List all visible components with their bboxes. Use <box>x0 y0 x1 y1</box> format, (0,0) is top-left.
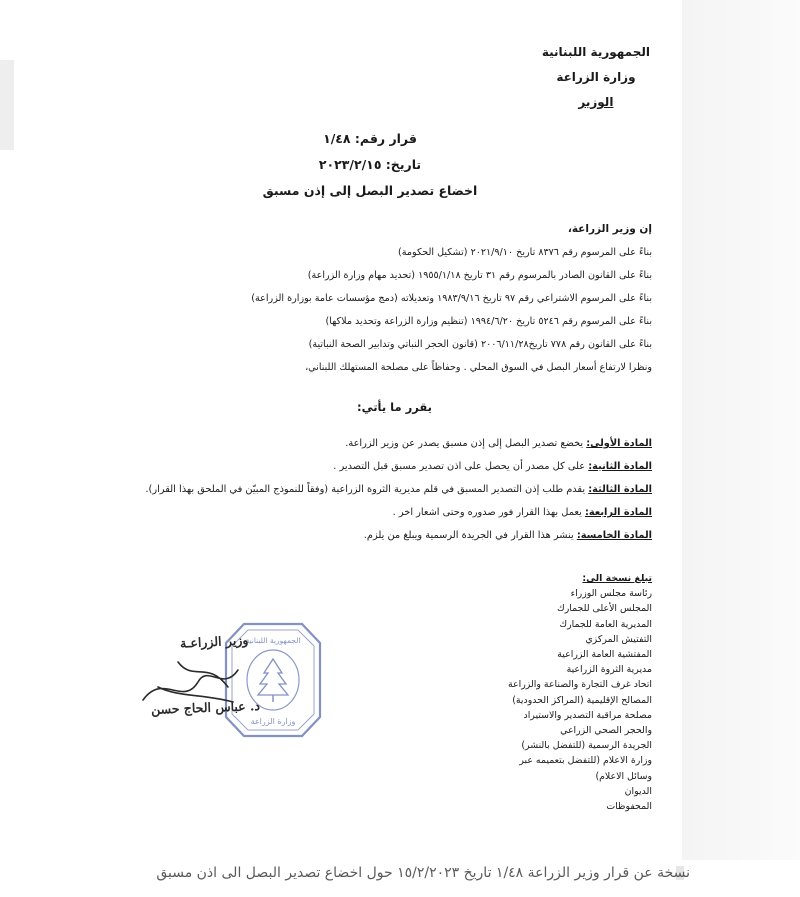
stamp-text-bottom: وزارة الزراعة <box>250 717 296 726</box>
preamble-line: بناءً على القانون رقم ٧٧٨ تاريخ٢٠٠٦/١١/٢٨ (قانون الحجر النباتي وتدابير الصحة النباتية) <box>308 339 652 350</box>
decision-number: قرار رقم: ١/٤٨ <box>323 131 417 146</box>
distribution-item: المجلس الأعلى للجمارك <box>557 603 652 615</box>
preamble-line: ونظرا لارتفاع أسعار البصل في السوق المحلي . وحفاظاً على مصلحة المستهلك اللبناني، <box>305 362 652 373</box>
signature-title: وزير الزراعـة <box>179 632 249 651</box>
distribution-item: المصالح الإقليمية (المراكز الحدودية) <box>512 694 652 706</box>
letterhead <box>542 40 650 115</box>
decision-heading <box>58 126 682 204</box>
article <box>52 432 652 455</box>
preamble-line: بناءً على المرسوم الاشتراعي رقم ٩٧ تاريخ ١٩٨٣/٩/١٦ وتعديلاته (دمج مؤسسات عامة بوزارة الزراعة) <box>251 293 652 304</box>
article-label: المادة الثالثة: <box>588 484 652 495</box>
minister-signature <box>108 630 268 740</box>
distribution-item: المحفوظات <box>606 801 652 813</box>
article-label: المادة الثانية: <box>588 461 652 472</box>
background-blur-left <box>0 60 14 150</box>
distribution-item: اتحاد غرف التجارة والصناعة والزراعة <box>508 679 652 691</box>
distribution-item: والحجر الصحي الزراعي <box>560 725 652 737</box>
distribution-item: المفتشية العامة الزراعية <box>557 649 652 661</box>
distribution-item: الديوان <box>624 785 652 797</box>
decides-heading: يقرر ما يأتي: <box>356 400 432 414</box>
article-label: المادة الخامسة: <box>576 530 652 541</box>
signature-name: د. عباس الحاج حسن <box>150 698 261 717</box>
image-caption: نسخة عن قرار وزير الزراعة ١/٤٨ تاريخ ١٥/٢/٢٠٢٣ حول اخضاع تصدير البصل الى اذن مسبق <box>156 865 690 881</box>
distribution-item: المديرية العامة للجمارك <box>559 618 652 630</box>
article <box>52 478 652 501</box>
distribution-item: مديرية الثروة الزراعية <box>566 664 652 676</box>
article-label: المادة الرابعة: <box>584 507 652 518</box>
article-text: يخضع تصدير البصل إلى إذن مسبق يصدر عن وزير الزراعة. <box>345 438 587 449</box>
distribution-list <box>412 571 652 814</box>
article-text: يقدم طلب إذن التصدير المسبق في قلم مديرية الثروة الزراعية (وفقاً للنموذج المبيّن في الملحق بهذا القرار). <box>145 484 589 495</box>
distribution-item: وسائل الاعلام) <box>595 770 652 782</box>
ministry-name: وزارة الزراعة <box>556 70 636 84</box>
republic-name: الجمهورية اللبنانية <box>541 45 650 59</box>
preamble-line: بناءً على القانون الصادر بالمرسوم رقم ٣١ تاريخ ١٩٥٥/١/١٨ (تحديد مهام وزارة الزراعة) <box>307 270 652 281</box>
decision-date: تاريخ: ٢٠٢٣/٢/١٥ <box>318 157 422 172</box>
article <box>52 455 652 478</box>
distribution-item: رئاسة مجلس الوزراء <box>570 588 652 600</box>
preamble-line: بناءً على المرسوم رقم ٨٣٧٦ تاريخ ٢٠٢١/٩/١٠ (تشكيل الحكومة) <box>397 247 652 258</box>
article-text: ينشر هذا القرار في الجريدة الرسمية ويبلغ من يلزم. <box>363 530 577 541</box>
distribution-title: تبلغ نسخة الى: <box>582 573 652 584</box>
articles-list <box>52 432 652 547</box>
preamble <box>92 218 652 379</box>
decision-subject: اخضاع تصدير البصل إلى إذن مسبق <box>262 183 478 198</box>
article-label: المادة الأولى: <box>586 438 652 449</box>
decision-document <box>58 18 682 848</box>
distribution-item: مصلحة مراقبة التصدير والاستيراد <box>523 709 652 721</box>
article-text: على كل مصدر أن يحصل على اذن تصدير مسبق قبل التصدير . <box>333 461 589 472</box>
stamp-text-top: الجمهورية اللبنانية <box>245 636 301 645</box>
article-text: يعمل بهذا القرار فور صدوره وحتى اشعار اخر . <box>392 507 585 518</box>
preamble-line: بناءً على المرسوم رقم ٥٢٤٦ تاريخ ١٩٩٤/٦/٢٠ (تنظيم وزارة الزراعة وتحديد ملاكها) <box>325 316 652 327</box>
distribution-item: التفتيش المركزي <box>585 633 652 645</box>
article <box>52 501 652 524</box>
preamble-title: إن وزير الزراعة، <box>567 223 652 235</box>
distribution-item: وزارة الاعلام (للتفضل بتعميمه عبر <box>519 755 652 767</box>
article <box>52 524 652 547</box>
background-blur-right <box>682 0 800 860</box>
distribution-item: الجريدة الرسمية (للتفضل بالنشر) <box>521 740 652 752</box>
minister-title: الوزير <box>578 95 614 109</box>
